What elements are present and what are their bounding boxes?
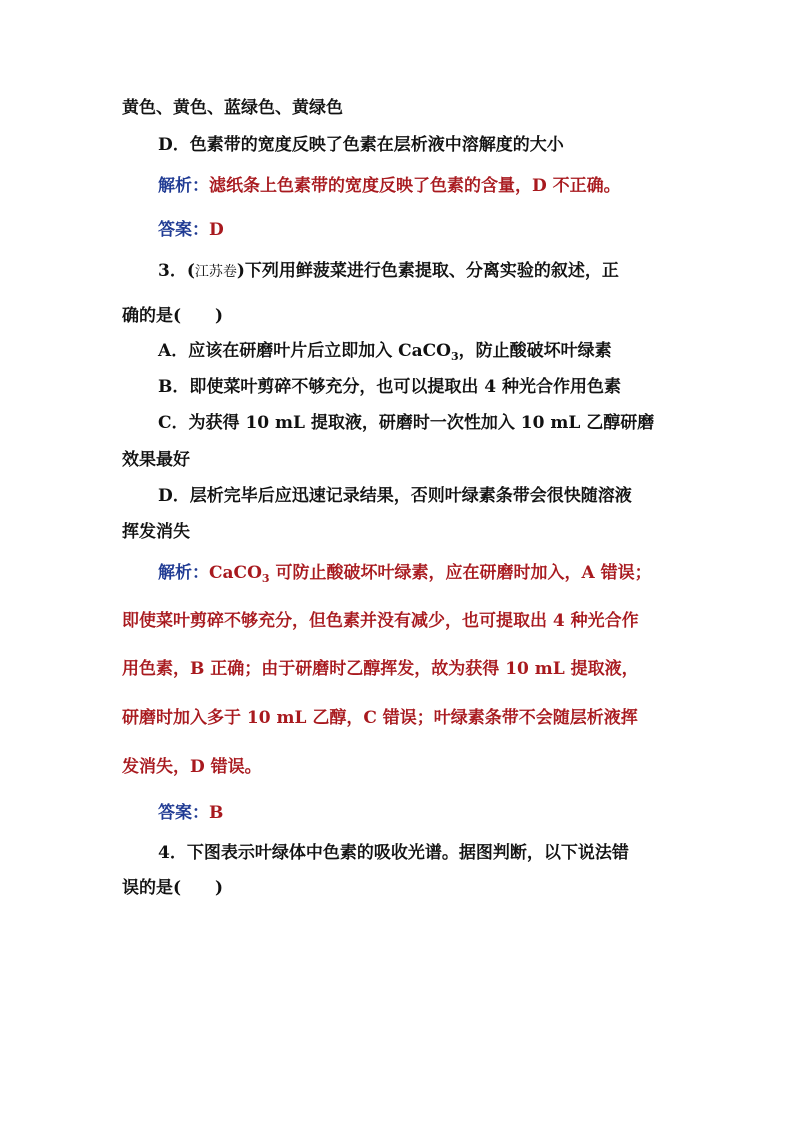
analysis-label: 解析：	[158, 563, 209, 583]
analysis-label: 解析：	[158, 176, 209, 196]
answer-value: B	[209, 803, 224, 823]
q3-option-c-line1: C．为获得 10 mL 提取液，研磨时一次性加入 10 mL 乙醇研磨	[158, 413, 655, 433]
q2-option-d: D．色素带的宽度反映了色素在层析液中溶解度的大小	[158, 135, 564, 155]
q3-stem-suffix: )	[215, 306, 224, 326]
q3-analysis-line3: 用色素，B 正确；由于研磨时乙醇挥发，故为获得 10 mL 提取液，	[122, 659, 639, 679]
q4-stem-prefix: 误的是(	[122, 878, 182, 898]
q3-number: 3．(	[158, 261, 195, 281]
analysis-text: 滤纸条上色素带的宽度反映了色素的含量，D 不正确。	[209, 176, 621, 196]
q2-analysis	[158, 174, 621, 198]
q3-source: 江苏卷	[194, 264, 237, 280]
answer-label: 答案：	[158, 803, 209, 823]
q3-analysis-line4: 研磨时加入多于 10 mL 乙醇，C 错误；叶绿素条带不会随层析液挥	[122, 708, 638, 728]
answer-value: D	[209, 220, 224, 240]
q3-analysis-line5: 发消失，D 错误。	[122, 757, 262, 777]
q3-option-b: B．即使菜叶剪碎不够充分，也可以提取出 4 种光合作用色素	[158, 377, 622, 397]
q3-stem-line1	[158, 259, 619, 284]
analysis-chem: CaCO	[209, 563, 262, 583]
q3-stem-text: )下列用鲜菠菜进行色素提取、分离实验的叙述，正	[236, 261, 619, 281]
analysis-chem-subscript: 3	[261, 572, 270, 585]
option-a-subscript: 3	[451, 350, 459, 363]
q3-stem-line2	[122, 304, 223, 328]
answer-label: 答案：	[158, 220, 209, 240]
analysis-text: 可防止酸破坏叶绿素，应在研磨时加入，A 错误；	[269, 563, 652, 583]
q3-analysis-line1	[158, 561, 652, 585]
q3-stem-prefix: 确的是(	[122, 306, 182, 326]
option-a-text: A．应该在研磨叶片后立即加入 CaCO	[158, 341, 451, 361]
q3-option-a	[158, 339, 612, 363]
q4-stem-line2	[122, 876, 223, 900]
q4-stem-line1: 4．下图表示叶绿体中色素的吸收光谱。据图判断，以下说法错	[158, 843, 629, 863]
q4-stem-suffix: )	[215, 878, 224, 898]
q2-option-c-continuation: 黄色、黄色、蓝绿色、黄绿色	[122, 98, 343, 118]
q2-answer	[158, 218, 224, 242]
q3-answer	[158, 801, 223, 825]
option-a-suffix: ，防止酸破坏叶绿素	[458, 341, 612, 361]
q3-option-c-line2: 效果最好	[122, 450, 190, 470]
q3-analysis-line2: 即使菜叶剪碎不够充分，但色素并没有减少，也可提取出 4 种光合作	[122, 611, 639, 631]
q3-option-d-line1: D．层析完毕后应迅速记录结果，否则叶绿素条带会很快随溶液	[158, 486, 632, 506]
q3-option-d-line2: 挥发消失	[122, 522, 190, 542]
